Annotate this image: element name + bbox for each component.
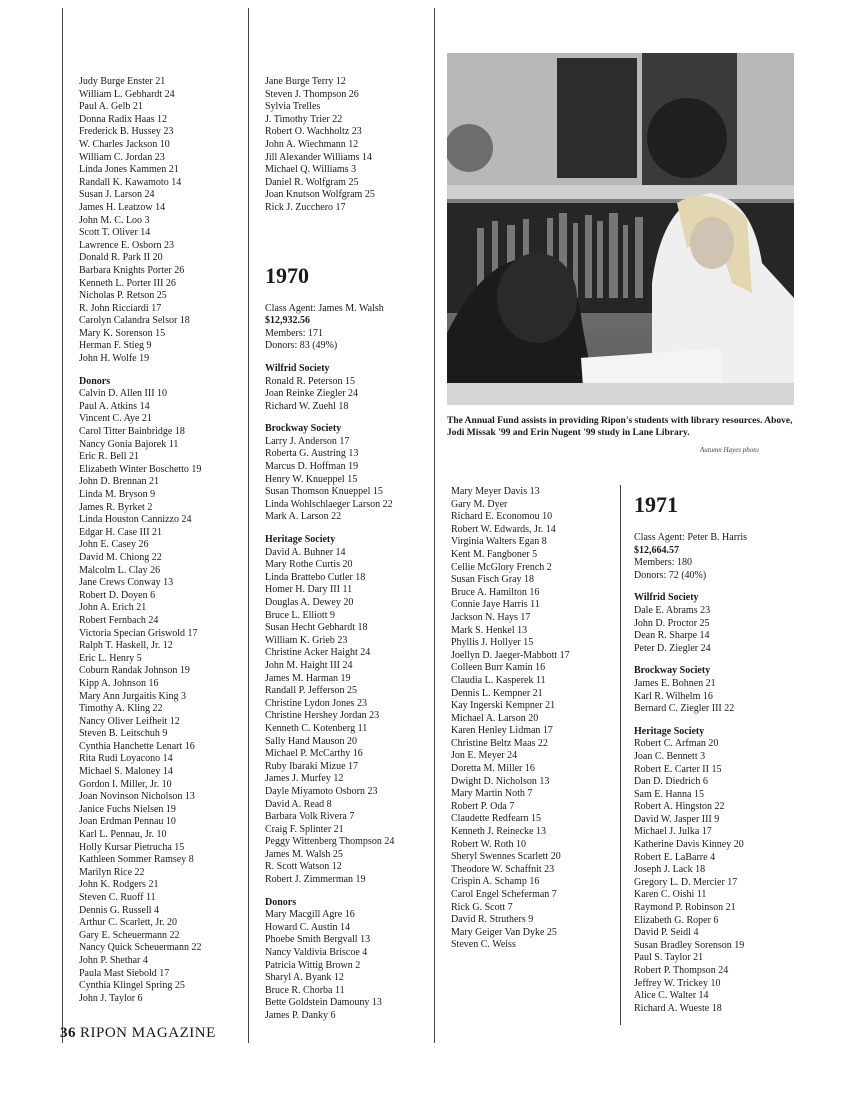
list-item: Marcus D. Hoffman 19	[265, 461, 359, 473]
list-item: Patricia Wittig Brown 2	[265, 959, 361, 971]
wilfrid-list	[265, 376, 394, 414]
list-item: Steven J. Thompson 26	[265, 88, 359, 100]
list-item: John D. Proctor 25	[634, 617, 710, 629]
list-item: Kenneth C. Kotenberg 11	[265, 722, 368, 734]
name-list	[79, 76, 201, 366]
list-item: Doretta M. Miller 16	[451, 763, 535, 775]
list-item: Scott T. Oliver 14	[79, 227, 151, 239]
list-item: John A. Erich 21	[79, 602, 147, 614]
fund-amount: $12,932.56	[265, 315, 310, 327]
list-item: Dean R. Sharpe 14	[634, 630, 710, 642]
list-item: John M. C. Loo 3	[79, 214, 150, 226]
members-count: Members: 171	[265, 327, 324, 339]
members-count: Members: 180	[634, 557, 693, 569]
list-item: Paul A. Atkins 14	[79, 400, 150, 412]
wilfrid-heading: Wilfrid Society	[634, 592, 699, 604]
list-item: Raymond P. Robinson 21	[634, 902, 736, 914]
list-item: Herman F. Stieg 9	[79, 340, 152, 352]
list-item: Donald R. Park II 20	[79, 252, 163, 264]
list-item: Michael Q. Williams 3	[265, 164, 357, 176]
name-list	[265, 76, 394, 215]
list-item: Karen Henley Lidman 17	[451, 725, 553, 737]
list-item: Mary Martin Noth 7	[451, 788, 533, 800]
list-item: John H. Wolfe 19	[79, 353, 150, 365]
list-item: Kenneth L. Porter III 26	[79, 277, 176, 289]
column-rule-4	[620, 485, 621, 1025]
column-1	[79, 76, 201, 1005]
list-item: John P. Shethar 4	[79, 954, 148, 966]
list-item: Karen C. Oishi 11	[634, 889, 707, 901]
list-item: David M. Chiong 22	[79, 551, 162, 563]
list-item: Susan Thomson Knueppel 15	[265, 486, 383, 498]
list-item: Dale E. Abrams 23	[634, 604, 711, 616]
list-item: Peggy Wittenberg Thompson 24	[265, 836, 395, 848]
list-item: Alice C. Walter 14	[634, 990, 709, 1002]
list-item: Robert C. Arfman 20	[634, 738, 719, 750]
list-item: Susan J. Larson 24	[79, 189, 155, 201]
list-item: Joan Reinke Ziegler 24	[265, 388, 359, 400]
list-item: Mary Ann Jurgaitis King 3	[79, 690, 187, 702]
list-item: Karl L. Pennau, Jr. 10	[79, 829, 167, 841]
list-item: Bruce R. Chorba 11	[265, 984, 345, 996]
class-agent: Class Agent: James M. Walsh	[265, 302, 384, 314]
list-item: Janice Fuchs Nielsen 19	[79, 803, 176, 815]
list-item: Christine Lydon Jones 23	[265, 697, 367, 709]
list-item: Dwight D. Nicholson 13	[451, 775, 550, 787]
list-item: Eric L. Henry 5	[79, 652, 142, 664]
list-item: David P. Seidl 4	[634, 927, 699, 939]
list-item: Rick J. Zucchero 17	[265, 201, 346, 213]
list-item: Ronald R. Peterson 15	[265, 375, 355, 387]
list-item: Dennis G. Russell 4	[79, 904, 159, 916]
list-item: David A. Read 8	[265, 798, 332, 810]
list-item: Arthur C. Scarlett, Jr. 20	[79, 917, 178, 929]
list-item: Claudette Redfearn 15	[451, 813, 541, 825]
list-item: Marilyn Rice 22	[79, 866, 145, 878]
list-item: William C. Jordan 23	[79, 151, 165, 163]
list-item: Nancy Oliver Leifheit 12	[79, 715, 180, 727]
list-item: Claudia L. Kasperek 11	[451, 674, 546, 686]
list-item: Kenneth J. Reinecke 13	[451, 826, 546, 838]
donors-count: Donors: 83 (49%)	[265, 340, 338, 352]
list-item: Donna Radix Haas 12	[79, 113, 168, 125]
list-item: Colleen Burr Kamin 16	[451, 662, 546, 674]
list-item: Joan Erdman Pennau 10	[79, 816, 176, 828]
heritage-heading: Heritage Society	[634, 725, 705, 737]
brockway-heading: Brockway Society	[265, 423, 342, 435]
donors-heading: Donors	[265, 896, 297, 908]
list-item: Bette Goldstein Damouny 13	[265, 997, 382, 1009]
list-item: Linda M. Bryson 9	[79, 489, 156, 500]
list-item: Paul A. Gelb 21	[79, 101, 143, 113]
list-item: Mary Macgill Agre 16	[265, 909, 355, 921]
list-item: Virginia Walters Egan 8	[451, 536, 547, 548]
list-item: Robert A. Hingston 22	[634, 801, 725, 813]
list-item: John M. Haight III 24	[265, 659, 353, 671]
list-item: Dan D. Diedrich 6	[634, 776, 708, 788]
list-item: Elizabeth G. Roper 6	[634, 914, 719, 926]
list-item: Randall P. Jefferson 25	[265, 685, 358, 697]
name-list	[451, 486, 570, 952]
list-item: R. Scott Watson 12	[265, 861, 342, 873]
list-item: Malcolm L. Clay 26	[79, 564, 161, 576]
list-item: Sharyl A. Byank 12	[265, 972, 344, 984]
list-item: Paula Mast Siebold 17	[79, 967, 170, 979]
list-item: Michael S. Maloney 14	[79, 766, 173, 778]
list-item: Linda Brattebo Cutler 18	[265, 571, 366, 583]
list-item: Mary Rothe Curtis 20	[265, 559, 353, 571]
fund-amount: $12,664.57	[634, 544, 679, 556]
list-item: Robert P. Thompson 24	[634, 965, 729, 976]
class-agent: Class Agent: Peter B. Harris	[634, 532, 748, 543]
list-item: J. Timothy Trier 22	[265, 113, 343, 125]
list-item: Susan Fisch Gray 18	[451, 574, 535, 586]
list-item: Mary Meyer Davis 13	[451, 486, 540, 497]
list-item: Craig F. Splinter 21	[265, 823, 344, 835]
list-item: James J. Murfey 12	[265, 773, 344, 785]
list-item: Jeffrey W. Trickey 10	[634, 977, 721, 989]
list-item: Gregory L. D. Mercier 17	[634, 876, 738, 888]
list-item: Timothy A. Kling 22	[79, 703, 163, 715]
list-item: Christine Beltz Maas 22	[451, 737, 548, 749]
list-item: James H. Leatzow 14	[79, 201, 166, 213]
list-item: Holly Kursar Pietrucha 15	[79, 841, 185, 853]
donor-list	[265, 909, 394, 1022]
brockway-heading: Brockway Society	[634, 665, 711, 677]
list-item: David A. Buhner 14	[265, 546, 346, 558]
list-item: Kay Ingerski Kempner 21	[451, 700, 556, 712]
list-item: Karl R. Wilhelm 16	[634, 690, 713, 702]
list-item: Mary Geiger Van Dyke 25	[451, 926, 557, 938]
list-item: Peter D. Ziegler 24	[634, 642, 711, 654]
list-item: Nancy Gonia Bajorek 11	[79, 438, 179, 450]
page-footer	[60, 1025, 216, 1042]
list-item: Linda Jones Kammen 21	[79, 164, 179, 176]
wilfrid-heading: Wilfrid Society	[265, 362, 330, 374]
column-rule-3	[434, 8, 435, 1043]
list-item: Randall K. Kawamoto 14	[79, 176, 182, 188]
list-item: Lawrence E. Osborn 23	[79, 239, 174, 251]
list-item: Nancy Valdivia Briscoe 4	[265, 947, 368, 959]
list-item: Steven B. Leitschuh 9	[79, 728, 168, 740]
heritage-list	[265, 547, 394, 887]
list-item: Kent M. Fangboner 5	[451, 548, 538, 560]
class-year-1971: 1971	[634, 492, 678, 517]
list-item: Ralph T. Haskell, Jr. 12	[79, 640, 173, 652]
list-item: Phoebe Smith Bergvall 13	[265, 934, 371, 946]
donors-heading: Donors	[79, 375, 111, 387]
list-item: Rick G. Scott 7	[451, 901, 513, 913]
list-item: Dennis L. Kempner 21	[451, 687, 543, 699]
heritage-list	[634, 738, 747, 1015]
list-item: Susan Hecht Gebhardt 18	[265, 622, 368, 634]
list-item: John D. Brennan 21	[79, 476, 159, 488]
list-item: David W. Jasper III 9	[634, 813, 720, 825]
list-item: Sylvia Trelles	[265, 101, 321, 113]
list-item: Richard W. Zuehl 18	[265, 400, 349, 412]
list-item: Elizabeth Winter Boschetto 19	[79, 463, 202, 475]
list-item: Eric R. Bell 21	[79, 451, 139, 463]
list-item: Robert W. Roth 10	[451, 838, 527, 850]
list-item: Robert E. LaBarre 4	[634, 851, 716, 863]
list-item: Mary K. Sorenson 15	[79, 327, 166, 339]
list-item: Daniel R. Wolfgram 25	[265, 176, 359, 188]
list-item: Bruce A. Hamilton 16	[451, 586, 540, 598]
list-item: Crispin A. Schamp 16	[451, 876, 540, 888]
list-item: W. Charles Jackson 10	[79, 138, 170, 150]
list-item: Robert D. Doyen 6	[79, 589, 156, 601]
list-item: William K. Grieb 23	[265, 634, 348, 646]
list-item: Larry J. Anderson 17	[265, 435, 350, 447]
list-item: Linda Wohlschlaeger Larson 22	[265, 498, 393, 510]
list-item: Theodore W. Schaffnit 23	[451, 863, 555, 875]
photo-credit: Autumn Hayes photo	[700, 446, 759, 454]
list-item: Susan Bradley Sorenson 19	[634, 939, 745, 951]
list-item: David R. Struthers 9	[451, 914, 534, 926]
column-rule-1	[62, 8, 63, 1043]
column-rule-2	[248, 8, 249, 1043]
list-item: Joseph J. Lack 18	[634, 864, 706, 876]
list-item: Coburn Randak Johnson 19	[79, 665, 190, 677]
list-item: Paul S. Taylor 21	[634, 952, 704, 964]
list-item: Edgar H. Case III 21	[79, 526, 163, 538]
library-photo	[447, 53, 794, 405]
list-item: Cynthia Hanchette Lenart 16	[79, 740, 195, 752]
heritage-heading: Heritage Society	[265, 534, 336, 546]
list-item: Cynthia Klingel Spring 25	[79, 980, 185, 992]
list-item: Sally Hand Mauson 20	[265, 735, 357, 747]
list-item: James M. Harman 19	[265, 672, 351, 684]
list-item: Robert E. Carter II 15	[634, 763, 722, 775]
list-item: Henry W. Knueppel 15	[265, 473, 358, 485]
list-item: John E. Casey 26	[79, 539, 149, 551]
list-item: Jill Alexander Williams 14	[265, 151, 372, 163]
list-item: Carol Engel Scheferman 7	[451, 889, 557, 900]
list-item: James E. Bohnen 21	[634, 677, 716, 689]
list-item: Carolyn Calandra Selsor 18	[79, 315, 190, 327]
brockway-list	[634, 678, 747, 716]
list-item: Rita Rudi Loyacono 14	[79, 753, 173, 765]
list-item: Linda Houston Cannizzo 24	[79, 514, 192, 526]
list-item: James P. Danky 6	[265, 1010, 336, 1021]
list-item: Robert J. Zimmerman 19	[265, 874, 366, 886]
list-item: Jon E. Meyer 24	[451, 750, 518, 762]
list-item: Joan Knutson Wolfgram 25	[265, 189, 375, 201]
list-item: John J. Taylor 6	[79, 992, 143, 1004]
list-item: Robert P. Oda 7	[451, 800, 515, 812]
list-item: Roberta G. Austring 13	[265, 448, 359, 460]
list-item: Joan Novinson Nicholson 13	[79, 791, 195, 803]
list-item: Dayle Miyamoto Osborn 23	[265, 785, 378, 797]
brockway-list	[265, 436, 394, 524]
list-item: Victoria Specian Griswold 17	[79, 627, 198, 639]
magazine-name: RIPON MAGAZINE	[80, 1025, 216, 1041]
list-item: Carol Titter Bainbridge 18	[79, 426, 185, 438]
list-item: Robert W. Edwards, Jr. 14	[451, 523, 556, 535]
list-item: Vincent C. Aye 21	[79, 413, 152, 425]
list-item: Gary E. Scheuermann 22	[79, 929, 180, 941]
list-item: Joellyn D. Jaeger-Mabbott 17	[451, 649, 570, 661]
list-item: R. John Ricciardi 17	[79, 302, 162, 314]
photo-caption: The Annual Fund assists in providing Ripon's students with library resources. Above, Jodi Missak '99 and Erin Nugent '99 study in Lane Library.	[447, 416, 793, 438]
list-item: Katherine Davis Kinney 20	[634, 839, 744, 851]
list-item: Christine Hershey Jordan 23	[265, 710, 380, 722]
list-item: Bruce L. Elliott 9	[265, 609, 335, 621]
list-item: James M. Walsh 25	[265, 848, 343, 860]
list-item: Robert Fernbach 24	[79, 614, 159, 626]
list-item: Jackson N. Hays 17	[451, 611, 531, 623]
list-item: Jane Burge Terry 12	[265, 76, 346, 87]
list-item: Steven C. Weiss	[451, 939, 516, 951]
list-item: Nicholas P. Retson 25	[79, 290, 167, 302]
list-item: Kipp A. Johnson 16	[79, 677, 159, 689]
list-item: Calvin D. Allen III 10	[79, 388, 168, 400]
list-item: John A. Wiechmann 12	[265, 138, 359, 150]
list-item: Richard E. Economou 10	[451, 511, 553, 523]
page-number: 36	[60, 1025, 76, 1041]
list-item: Judy Burge Enster 21	[79, 76, 166, 87]
list-item: Sam E. Hanna 15	[634, 788, 704, 800]
donors-count: Donors: 72 (40%)	[634, 569, 707, 581]
column-2	[265, 76, 394, 1023]
list-item: Christine Acker Haight 24	[265, 647, 371, 659]
list-item: Mark S. Henkel 13	[451, 624, 528, 636]
list-item: Michael J. Julka 17	[634, 826, 712, 838]
library-photo-image	[447, 53, 794, 405]
list-item: Sheryl Swennes Scarlett 20	[451, 851, 561, 863]
list-item: Steven C. Ruoff 11	[79, 892, 156, 903]
list-item: Frederick B. Hussey 23	[79, 126, 174, 138]
list-item: Gary M. Dyer	[451, 498, 508, 510]
list-item: Barbara Knights Porter 26	[79, 264, 185, 276]
list-item: Richard A. Wueste 18	[634, 1002, 722, 1014]
list-item: Jane Crews Conway 13	[79, 577, 174, 589]
list-item: Gordon I. Miller, Jr. 10	[79, 778, 172, 790]
list-item: Michael P. McCarthy 16	[265, 748, 363, 760]
list-item: Phyllis J. Hollyer 15	[451, 637, 534, 649]
donor-list	[79, 388, 201, 1005]
list-item: James R. Byrket 2	[79, 501, 153, 513]
list-item: Michael A. Larson 20	[451, 712, 539, 724]
list-item: Ruby Ibaraki Mizue 17	[265, 760, 359, 772]
list-item: John K. Rodgers 21	[79, 879, 159, 891]
list-item: Bernard C. Ziegler III 22	[634, 703, 735, 715]
wilfrid-list	[634, 605, 747, 655]
list-item: Joan C. Bennett 3	[634, 750, 706, 762]
list-item: Homer H. Dary III 11	[265, 584, 353, 596]
list-item: Kathleen Sommer Ramsey 8	[79, 854, 194, 866]
list-item: William L. Gebhardt 24	[79, 88, 175, 100]
list-item: Douglas A. Dewey 20	[265, 597, 354, 608]
list-item: Robert O. Wachholtz 23	[265, 126, 362, 138]
list-item: Nancy Quick Scheuermann 22	[79, 942, 202, 954]
list-item: Cellie McGlory French 2	[451, 561, 552, 573]
column-4	[634, 492, 747, 1015]
list-item: Mark A. Larson 22	[265, 511, 342, 523]
list-item: Barbara Volk Rivera 7	[265, 811, 355, 823]
list-item: Howard C. Austin 14	[265, 921, 350, 933]
column-3	[451, 486, 570, 952]
list-item: Connie Jaye Harris 11	[451, 599, 540, 611]
class-year-1970: 1970	[265, 262, 309, 288]
